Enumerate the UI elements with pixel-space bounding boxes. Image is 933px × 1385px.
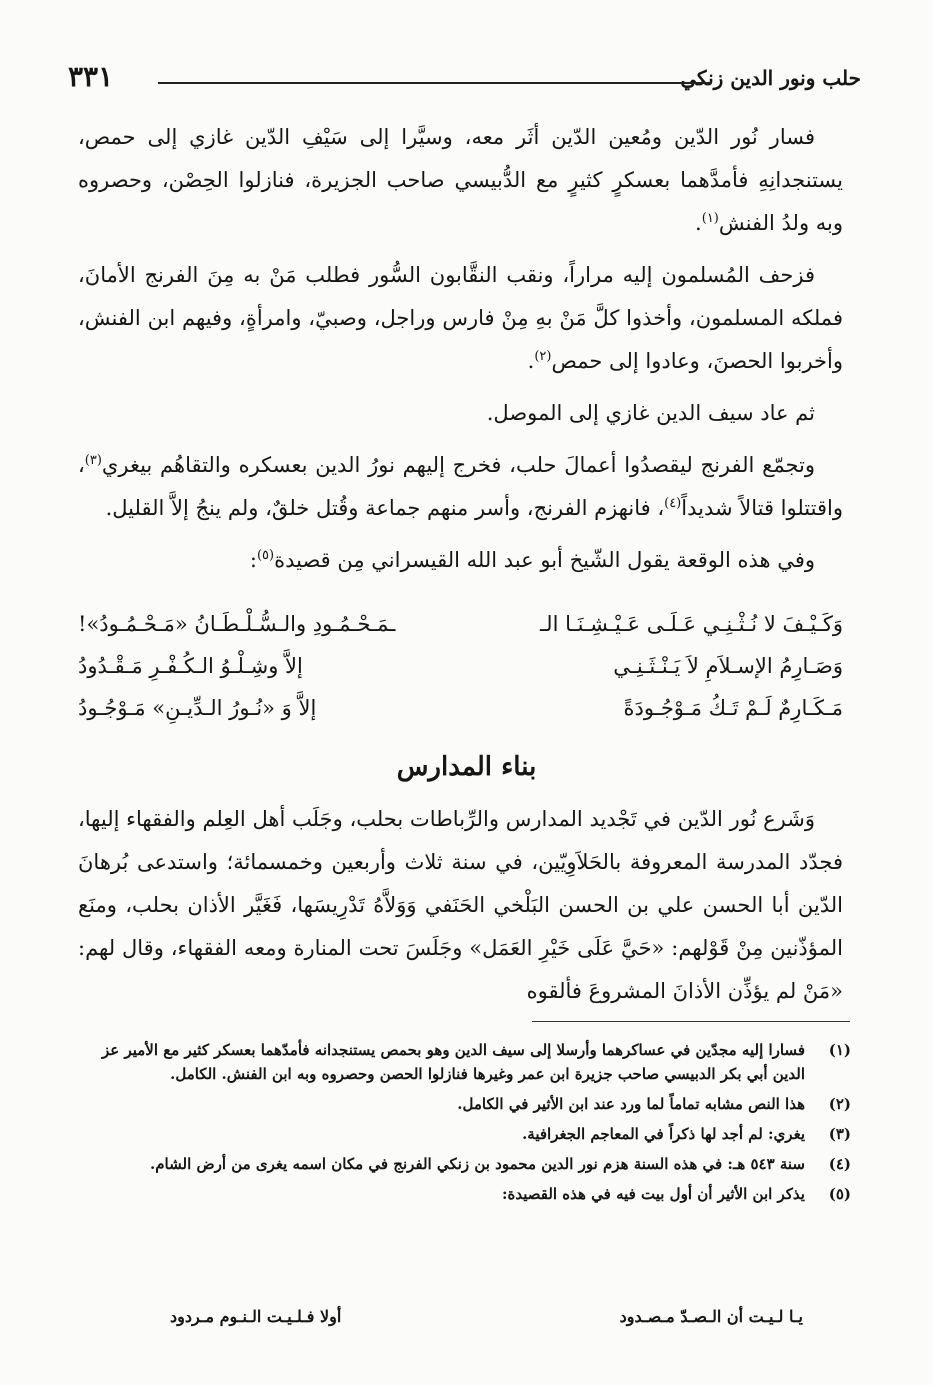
- poem-verse: [78, 696, 843, 738]
- footnote-number: (٥): [828, 1185, 851, 1203]
- header-rule: [158, 82, 711, 84]
- footnote-text: يذكر ابن الأثير أن أول بيت فيه في هذه القصيدة:: [501, 1185, 805, 1203]
- footnote-ref-4: (٤): [664, 496, 682, 511]
- poem-verse: [78, 654, 843, 696]
- poem-verse: [78, 612, 843, 654]
- verse-second-hemistich: إلاَّ وشِـلْـوُ الـكُـفْـرِ مَـقْـدُودُ: [78, 654, 303, 678]
- footnote-rule: [532, 1021, 850, 1022]
- footnote-text: يغري: لم أجد لها ذكراً في المعاجم الجغرافية.: [522, 1125, 805, 1143]
- paragraph-2: فزحف المُسلمون إليه مراراً، ونقب النقَّابون السُّور فطلب مَنْ به مِنَ الفرنج الأمانَ، فملكه المسلمون، وأخذوا كلَّ مَنْ بهِ مِنْ فارس وراجل، وصبيّ، وامرأةٍ، وفيهم ابن الفنش، وأخربوا الحصنَ، وعادوا إلى حمص$^{(٢)}$.: [78, 263, 843, 373]
- footnote-number: (٤): [828, 1155, 851, 1173]
- verse-first-hemistich: مَـكَـارِمٌ لَـمْ تَـكُ مَـوْجُـودَةً: [623, 696, 843, 720]
- footnote-text: فسارا إليه مجدّين في عساكرهما وأرسلا إلى سيف الدين وهو بحمص يستنجدانه فأمدّهما بعسكر كثير مع الأمير عز الدين أبي بكر الدبيسي صاحب جزيرة ابن عمر وغيرها فنازلوا الحصن وحصروه وبه ابن الفنش. الكامل.: [102, 1041, 805, 1083]
- running-title: حلب ونور الدين زنكي: [680, 66, 861, 90]
- footnote-number: (٢): [828, 1095, 851, 1113]
- section-title: بناء المدارس: [396, 752, 537, 782]
- footnote-ref-3: (٣): [84, 453, 102, 468]
- page-number: ٣٣١: [68, 60, 114, 93]
- main-text: [78, 116, 843, 591]
- footnote-5: [76, 1182, 851, 1206]
- paragraph-4: وتجمّع الفرنج ليقصدُوا أعمالَ حلب، فخرج إليهم نورُ الدين بعسكره والتقاهُم بيغري$^{(٣)}$، واقتتلوا قتالاً شديداً$^{(٤)}$، فانهزم الفرنج، وأسر منهم جماعة وقُتل خلقٌ، ولم ينجُ إلاَّ القليل.: [78, 453, 843, 520]
- verse-first-hemistich: وَصَـارِمُ الإسـلاَمِ لاَ يَـنْـثَـنِـي: [613, 654, 843, 678]
- footnote-number: (٣): [828, 1125, 851, 1143]
- footnote-ref-2: (٢): [534, 349, 552, 364]
- verse-second-hemistich: إلاَّ وَ «نُـورُ الـدِّيـنِ» مَـوْجُـودُ: [78, 696, 317, 720]
- section-text: [78, 798, 843, 1013]
- footnote-2: [76, 1092, 851, 1116]
- paragraph-5: وفي هذه الوقعة يقول الشّيخ أبو عبد الله القيسراني مِن قصيدة$^{(٥)}$:: [249, 548, 815, 572]
- footnote-number: (١): [828, 1041, 851, 1059]
- paragraph-3: ثم عاد سيف الدين غازي إلى الموصل.: [486, 401, 815, 425]
- footnote-3: [76, 1122, 851, 1146]
- footnote-text: هذا النص مشابه تماماً لما ورد عند ابن الأثير في الكامل.: [457, 1095, 805, 1113]
- footnote-4: [76, 1152, 851, 1176]
- section-paragraph: وَشَرع نُور الدّين في تَجْديد المدارس والرِّباطات بحلب، وجَلَب أهل العِلم والفقهاء إليها، فجدّد المدرسة المعروفة بالحَلاَوِيّين، في سنة ثلاث وأربعين وخمسمائة؛ واستدعى بُرهانَ الدّين أبا الحسن علي بن الحسن البَلْخي الحَنَفي وَوَلاَّهُ تَدْرِيسَها، فَغَيَّر الأذان بحلب، ومنَع المؤذّنين مِنْ قَوْلهم: «حَيَّ عَلَى خَيْرِ العَمَل» وجَلَسَ تحت المنارة ومعه الفقهاء، وقال لهم: «مَنْ لم يؤذِّن الأذانَ المشروعَ فألقوه: [78, 807, 843, 1003]
- footnote-verse-second: أولا فـلـيـت الـنـوم مـردود: [170, 1307, 342, 1326]
- verse-second-hemistich: ـمَـحْـمُـودِ والـسُّـلْـطَـانُ «مَـحْـمُـودُ»!: [78, 612, 396, 636]
- page-header: [68, 58, 861, 98]
- footnote-ref-5: (٥): [256, 548, 275, 563]
- verse-first-hemistich: وَكَـيْـفَ لا نُـثْـنِـي عَـلَـى عَـيْـشِـنَـا الـ: [540, 612, 843, 636]
- paragraph-1: فسار نُور الدّين ومُعين الدّين أثَر معه، وسيَّرا إلى سَيْفِ الدّين غازي إلى حمص، يستنجدانِهِ فأمدَّهما بعسكرٍ كثيرٍ مع الدُّبيسي صاحب الجزيرة، فنازلوا الحِصْن، وحصروه وبه ولدُ الفنش$^{(١)}$.: [78, 125, 843, 235]
- footnote-ref-1: (١): [701, 211, 719, 226]
- poem: [78, 612, 843, 738]
- footnote-text: سنة ٥٤٣ هـ: في هذه السنة هزم نور الدين محمود بن زنكي الفرنج في مكان اسمه يغرى من أرض الشام.: [150, 1155, 805, 1173]
- footnotes: [76, 1038, 851, 1212]
- footnote-1: [76, 1038, 851, 1086]
- footnote-verse-first: يـا لـيـت أن الـصـدّ مـصـدود: [619, 1307, 803, 1326]
